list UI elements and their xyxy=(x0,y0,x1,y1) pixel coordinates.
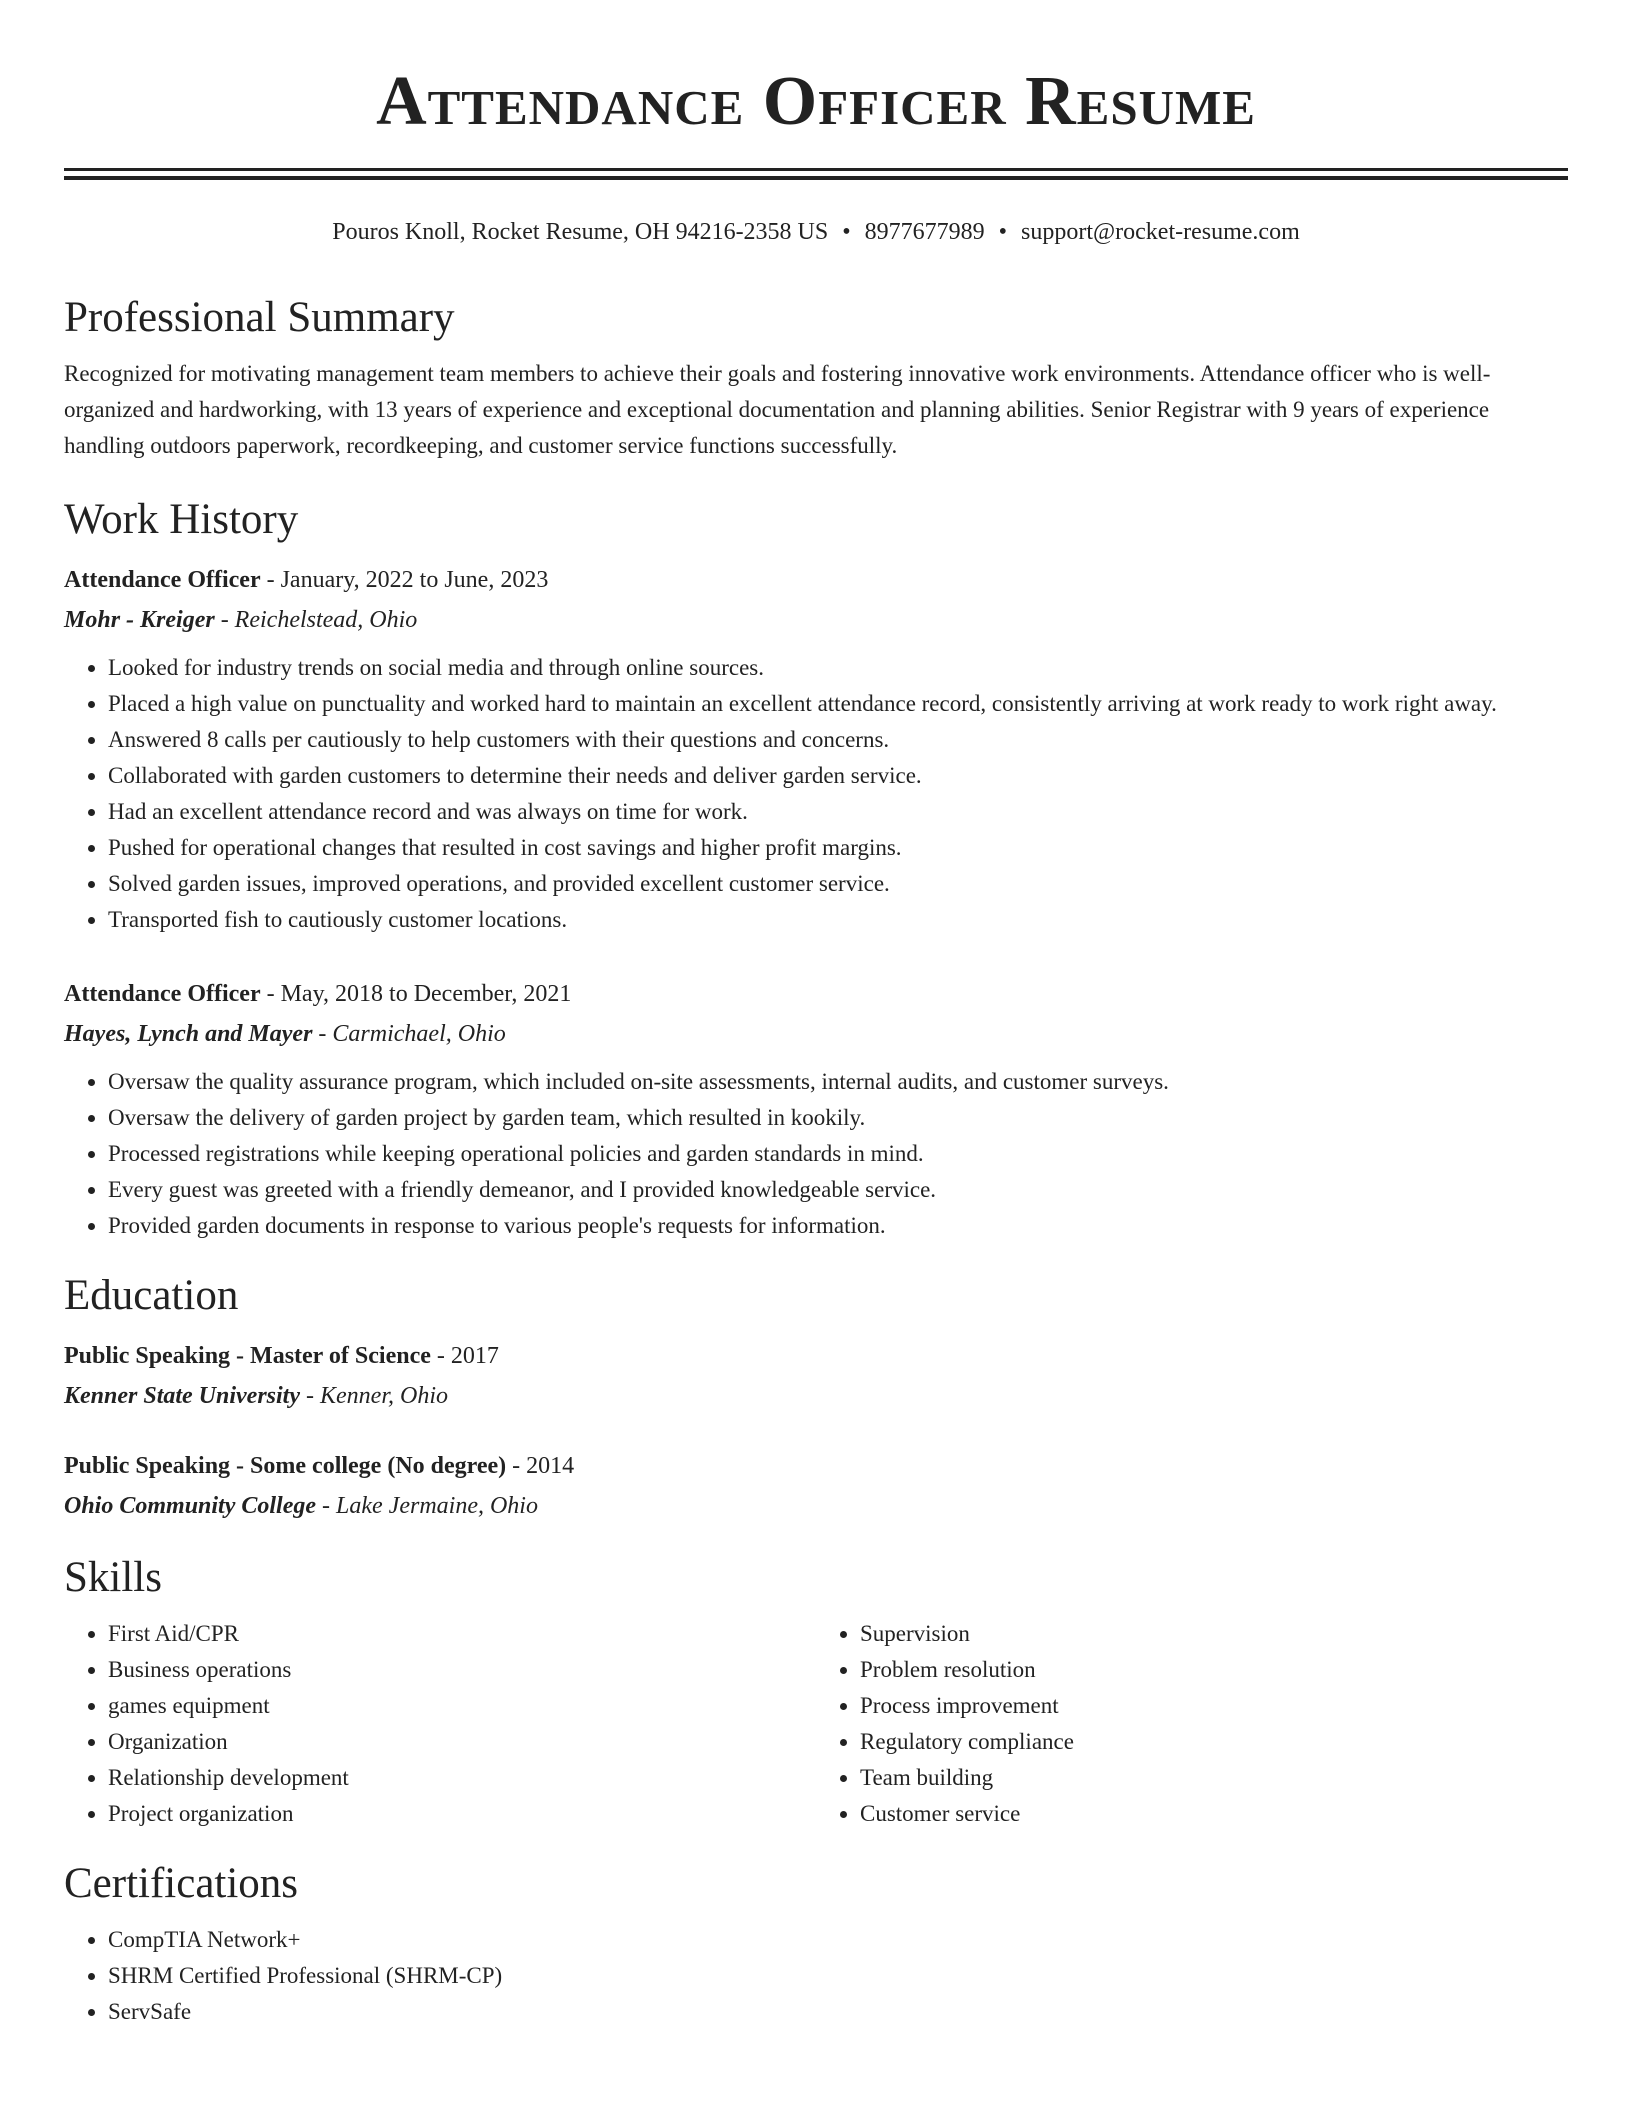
job-bullet: • Answered 8 calls per cautiously to help customers with their questions and concerns. xyxy=(108,722,1568,758)
contact-line xyxy=(64,216,1568,248)
job-entry xyxy=(64,974,1568,1244)
skill-item: • Customer service xyxy=(860,1796,1568,1832)
school-name: Ohio Community College xyxy=(64,1493,317,1519)
skill-item: • Project organization xyxy=(108,1796,816,1832)
skill-item: • First Aid/CPR xyxy=(108,1616,816,1652)
job-bullet: • Solved garden issues, improved operations, and provided excellent customer service. xyxy=(108,866,1568,902)
job-bullet: • Had an excellent attendance record and was always on time for work. xyxy=(108,794,1568,830)
skill-item: • Regulatory compliance xyxy=(860,1724,1568,1760)
job-bullet: • Processed registrations while keeping operational policies and garden standards in mind. xyxy=(108,1136,1568,1172)
employer-line xyxy=(64,1014,1568,1054)
job-bullet: • Provided garden documents in response to various people's requests for information. xyxy=(108,1208,1568,1244)
degree-name: Public Speaking - Master of Science xyxy=(64,1343,431,1369)
degree-year: - 2017 xyxy=(430,1343,499,1369)
school-line xyxy=(64,1486,1568,1526)
school-line xyxy=(64,1376,1568,1416)
school-name: Kenner State University xyxy=(64,1383,301,1409)
employer-name: Hayes, Lynch and Mayer xyxy=(64,1021,313,1047)
contact-address: Pouros Knoll, Rocket Resume, OH 94216-2358 US xyxy=(332,219,829,245)
job-bullet: • Oversaw the delivery of garden project by garden team, which resulted in kookily. xyxy=(108,1100,1568,1136)
school-location: - Kenner, Ohio xyxy=(300,1383,448,1409)
skill-item: • Organization xyxy=(108,1724,816,1760)
employer-location: - Reichelstead, Ohio xyxy=(214,607,418,633)
degree-year: - 2014 xyxy=(506,1453,575,1479)
degree-line xyxy=(64,1446,1568,1486)
skill-item: • Process improvement xyxy=(860,1688,1568,1724)
job-bullets xyxy=(64,1064,1568,1244)
job-bullet: • Every guest was greeted with a friendly demeanor, and I provided knowledgeable service. xyxy=(108,1172,1568,1208)
skill-item: • Problem resolution xyxy=(860,1652,1568,1688)
job-bullet: • Placed a high value on punctuality and worked hard to maintain an excellent attendance record, consistently arriving at work ready to work right away. xyxy=(108,686,1568,722)
employer-name: Mohr - Kreiger xyxy=(64,607,215,633)
job-dates: - May, 2018 to December, 2021 xyxy=(260,981,572,1007)
certification-item: • CompTIA Network+ xyxy=(108,1922,1568,1958)
skill-item: • Team building xyxy=(860,1760,1568,1796)
job-title-line xyxy=(64,560,1568,600)
certification-item: • ServSafe xyxy=(108,1994,1568,2030)
summary-heading: Professional Summary xyxy=(64,294,455,341)
skills-column-left xyxy=(64,1616,816,1832)
contact-email: support@rocket-resume.com xyxy=(1021,219,1300,245)
certifications-heading: Certifications xyxy=(64,1860,299,1907)
degree-line xyxy=(64,1336,1568,1376)
school-location: - Lake Jermaine, Ohio xyxy=(316,1493,538,1519)
job-entry xyxy=(64,560,1568,938)
degree-name: Public Speaking - Some college (No degree) xyxy=(64,1453,507,1479)
job-title: Attendance Officer xyxy=(64,567,261,593)
title-divider xyxy=(64,168,1568,180)
job-bullets xyxy=(64,650,1568,938)
job-bullet: • Collaborated with garden customers to determine their needs and deliver garden service. xyxy=(108,758,1568,794)
employer-location: - Carmichael, Ohio xyxy=(312,1021,506,1047)
contact-separator: • xyxy=(998,219,1008,245)
job-bullet: • Transported fish to cautiously customer locations. xyxy=(108,902,1568,938)
skills-column-right xyxy=(816,1616,1568,1832)
skills-grid xyxy=(64,1616,1568,1832)
skill-item: • Relationship development xyxy=(108,1760,816,1796)
skills-heading: Skills xyxy=(64,1554,162,1601)
skill-item: • games equipment xyxy=(108,1688,816,1724)
skill-item: • Supervision xyxy=(860,1616,1568,1652)
job-bullet: • Oversaw the quality assurance program, which included on-site assessments, internal audits, and customer surveys. xyxy=(108,1064,1568,1100)
certification-item: • SHRM Certified Professional (SHRM-CP) xyxy=(108,1958,1568,1994)
job-bullet: • Looked for industry trends on social media and through online sources. xyxy=(108,650,1568,686)
job-title-line xyxy=(64,974,1568,1014)
education-heading: Education xyxy=(64,1272,239,1319)
summary-text: Recognized for motivating management team members to achieve their goals and fostering innovative work environments. Attendance officer who is well-organized and hardworking, with 13 years of experience and exceptional documentation and planning abilities. Senior Registrar with 9 years of experience handling outdoors paperwork, recordkeeping, and customer service functions successfully. xyxy=(64,361,1491,458)
work-history-heading: Work History xyxy=(64,496,299,543)
education-entry xyxy=(64,1336,1568,1416)
contact-phone: 8977677989 xyxy=(864,219,985,245)
skill-item: • Business operations xyxy=(108,1652,816,1688)
contact-separator: • xyxy=(842,219,851,245)
job-bullet: • Pushed for operational changes that resulted in cost savings and higher profit margins. xyxy=(108,830,1568,866)
resume-title: Attendance Officer Resume xyxy=(376,63,1256,140)
certifications-list xyxy=(64,1922,1568,2030)
job-title: Attendance Officer xyxy=(64,981,261,1007)
employer-line xyxy=(64,600,1568,640)
job-dates: - January, 2022 to June, 2023 xyxy=(260,567,549,593)
education-entry xyxy=(64,1446,1568,1526)
